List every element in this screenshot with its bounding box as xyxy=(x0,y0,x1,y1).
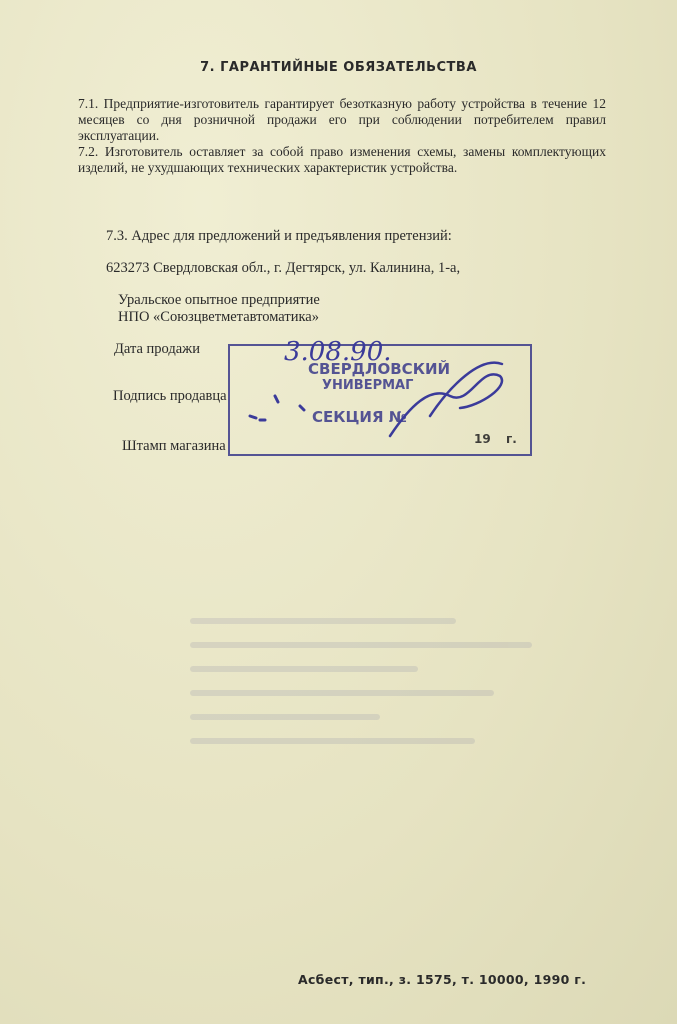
stamp-line-2: УНИВЕРМАГ xyxy=(322,378,414,393)
shop-stamp-label: Штамп магазина xyxy=(122,438,226,454)
stamp-year-prefix: 19 xyxy=(474,432,491,446)
paragraph-7-2: 7.2. Изготовитель оставляет за собой право изменения схемы, замены комплектующих изделий, не ухудшающих технических характеристик устройства. xyxy=(78,144,606,175)
paragraph-7-1: 7.1. Предприятие-изготовитель гарантирует безотказную работу устройства в течение 12 месяцев со дня розничной продажи его при соблюдении потребителем правил эксплуатации. xyxy=(78,96,606,143)
handwritten-signature xyxy=(240,326,540,456)
address-label: 7.3. Адрес для предложений и предъявления претензий: xyxy=(106,228,452,244)
stamp-line-4: СЕКЦИЯ № xyxy=(312,408,407,426)
seller-signature-label: Подпись продавца xyxy=(113,388,227,404)
print-imprint: Асбест, тип., з. 1575, т. 10000, 1990 г. xyxy=(298,972,587,987)
organization-line-2: НПО «Союзцветметавтоматика» xyxy=(118,309,319,325)
handwritten-date: 3.08.90. xyxy=(284,337,392,367)
organization-line-1: Уральское опытное предприятие xyxy=(118,292,320,308)
stamp-line-1: СВЕРДЛОВСКИЙ xyxy=(308,360,451,378)
stamp-year-suffix: г. xyxy=(506,432,517,446)
address-value: 623273 Свердловская обл., г. Дегтярск, ул. Калинина, 1-а, xyxy=(106,260,461,276)
faded-reverse-print xyxy=(190,600,570,860)
section-heading: 7. ГАРАНТИЙНЫЕ ОБЯЗАТЕЛЬСТВА xyxy=(200,60,477,75)
sale-date-label: Дата продажи xyxy=(114,341,200,357)
